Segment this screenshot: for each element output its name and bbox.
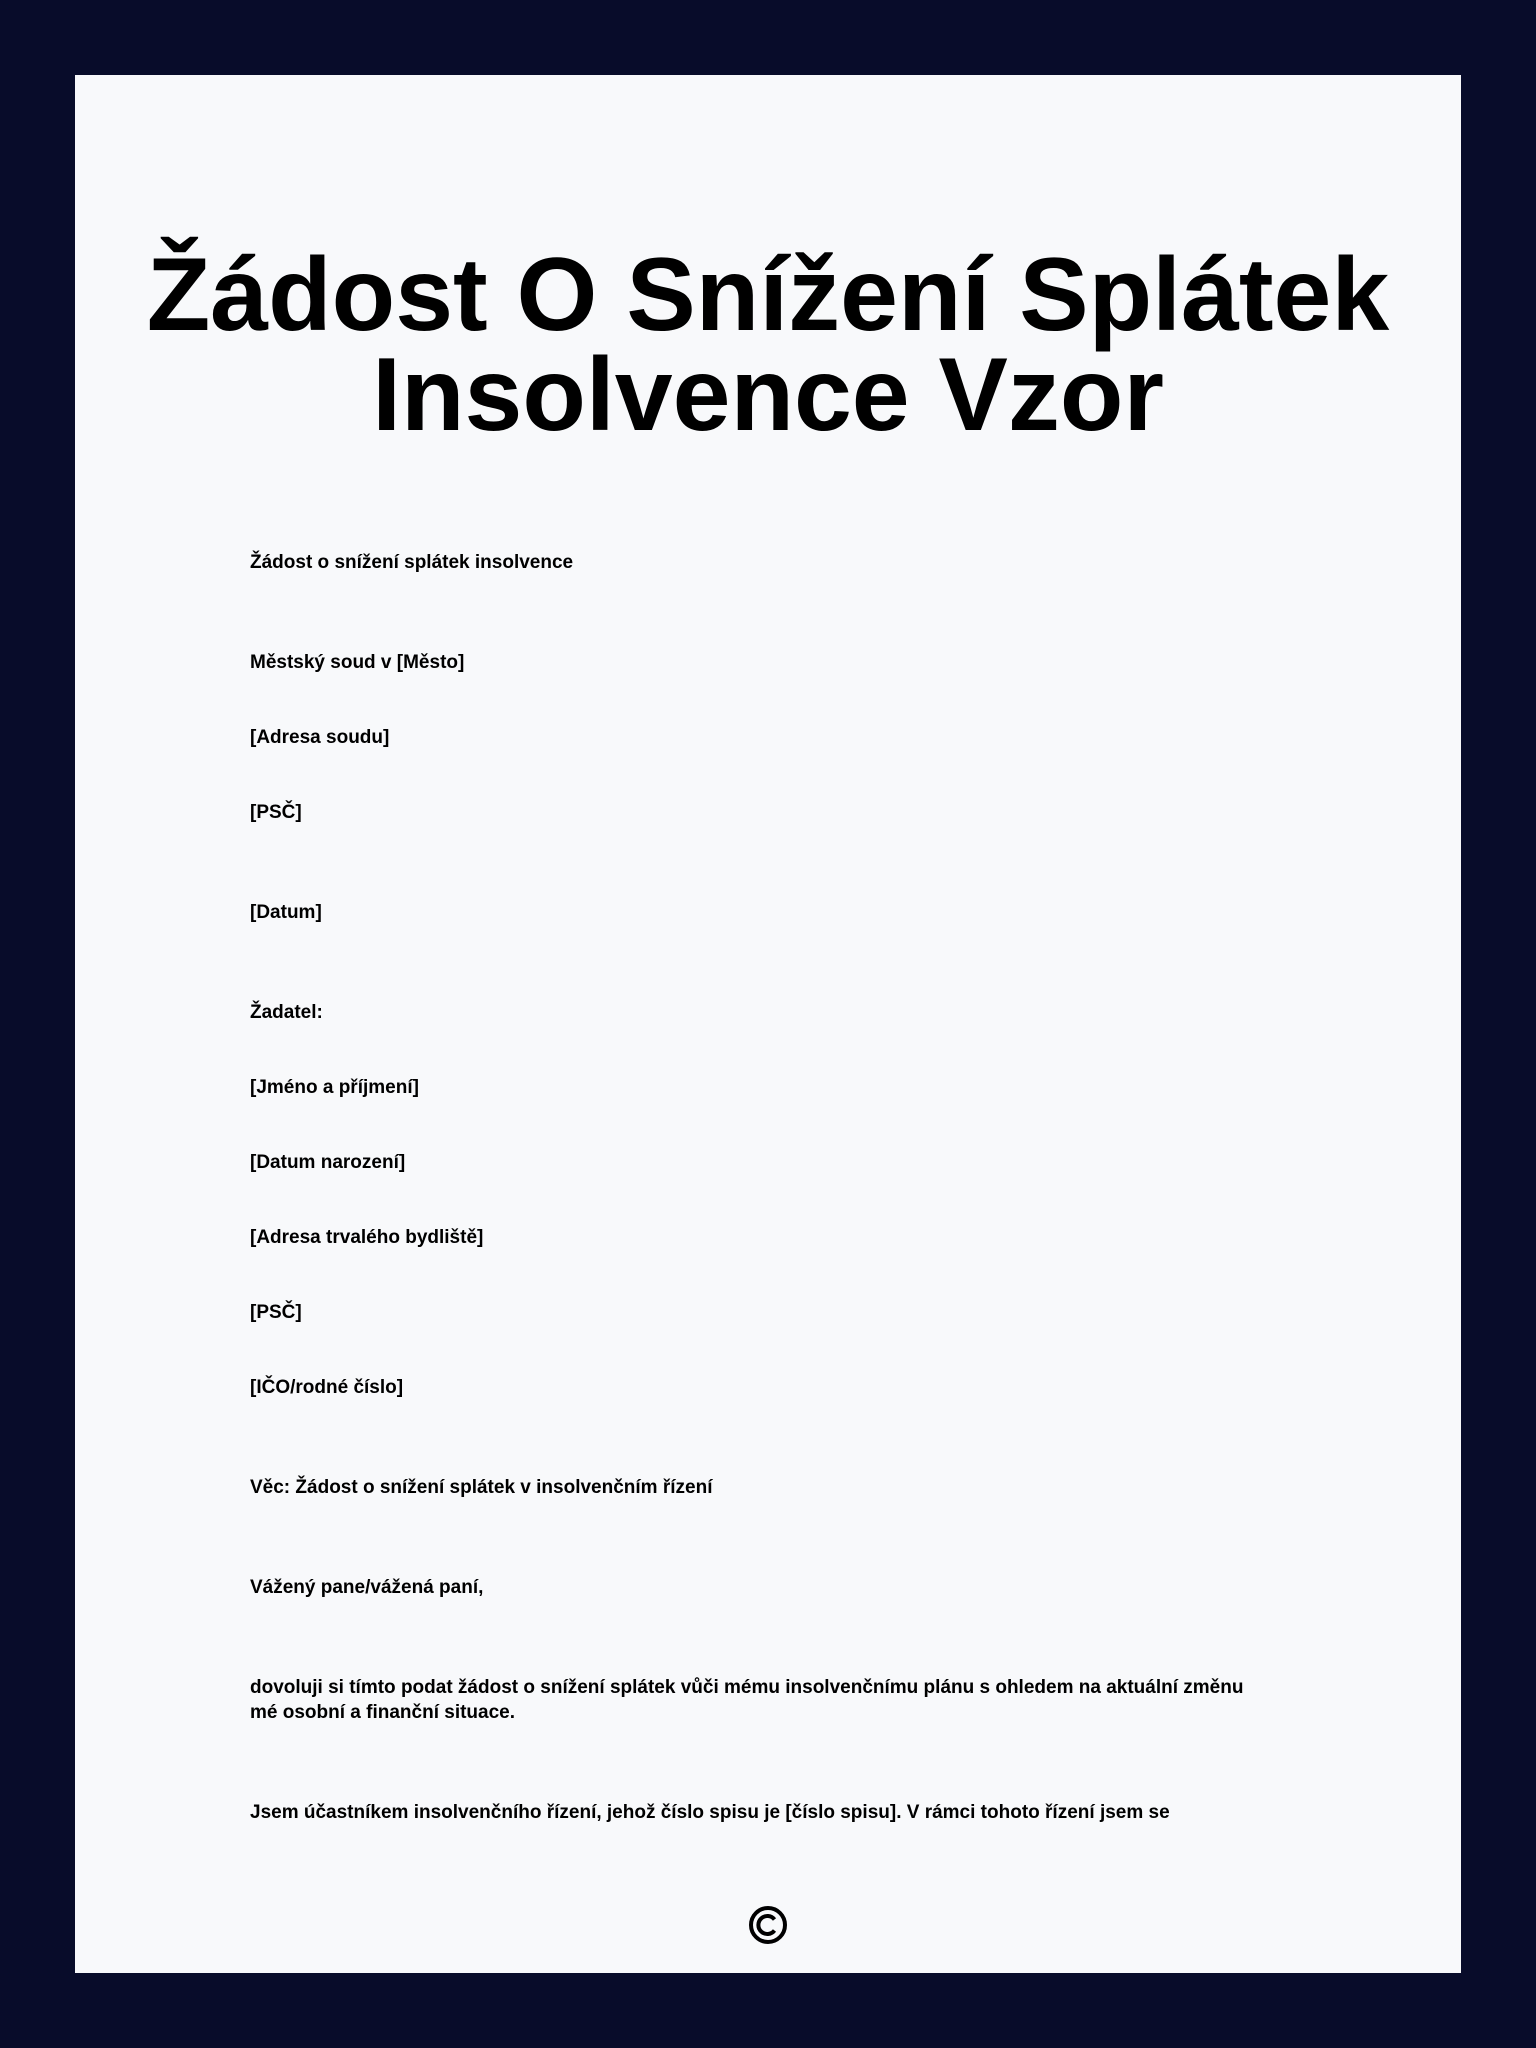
document-title <box>75 237 1461 453</box>
title-line-1: Žádost O Snížení Splátek <box>146 237 1390 353</box>
applicant-postal-code: [PSČ] <box>250 1302 302 1323</box>
salutation: Vážený pane/vážená paní, <box>250 1577 484 1598</box>
applicant-id-number: [IČO/rodné číslo] <box>250 1377 404 1398</box>
court-postal-code: [PSČ] <box>250 802 302 823</box>
applicant-name: [Jméno a příjmení] <box>250 1077 419 1098</box>
applicant-address: [Adresa trvalého bydliště] <box>250 1227 484 1248</box>
request-heading: Žádost o snížení splátek insolvence <box>250 552 574 573</box>
subject-line: Věc: Žádost o snížení splátek v insolvenčním řízení <box>250 1477 713 1498</box>
title-line-2: Insolvence Vzor <box>372 337 1164 453</box>
court-name: Městský soud v [Město] <box>250 652 465 673</box>
body-paragraph-1: dovoluji si tímto podat žádost o snížení splátek vůči mému insolvenčnímu plánu s ohledem na aktuální změnu mé osobní a finanční situace. <box>250 1677 1244 1723</box>
applicant-birth-date: [Datum narození] <box>250 1152 406 1173</box>
applicant-label: Žadatel: <box>250 1002 323 1023</box>
court-address: [Adresa soudu] <box>250 727 390 748</box>
copyright-icon <box>75 1905 1461 1950</box>
date-placeholder: [Datum] <box>250 902 322 923</box>
body-paragraph-2: Jsem účastníkem insolvenčního řízení, jehož číslo spisu je [číslo spisu]. V rámci tohoto řízení jsem se <box>250 1802 1170 1823</box>
document-page <box>75 75 1461 1973</box>
